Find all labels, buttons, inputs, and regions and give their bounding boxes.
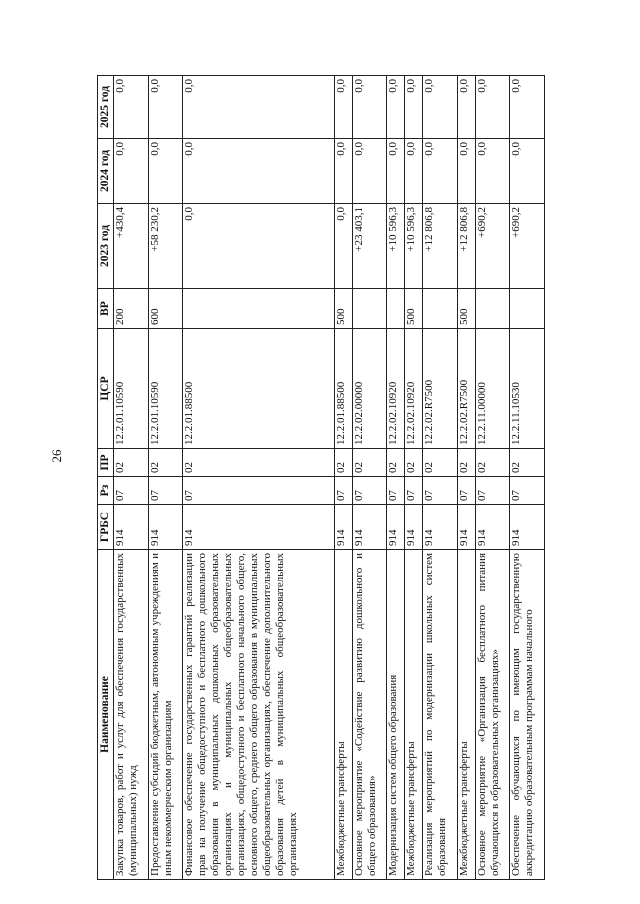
row-pr: 02: [387, 449, 405, 477]
row-vr: [352, 289, 387, 329]
row-pr: 02: [475, 449, 510, 477]
row-pr: 02: [405, 449, 423, 477]
row-grbs: 914: [334, 505, 352, 550]
row-grbs: 914: [475, 505, 510, 550]
row-2023: +430,4: [114, 204, 149, 289]
row-pr: 02: [457, 449, 475, 477]
row-rz: 07: [183, 477, 334, 505]
row-csr: 12.2.01.88500: [334, 329, 352, 449]
row-name: Межбюджетные трансферты: [334, 550, 352, 880]
row-name: Обеспечение обучающихся по имеющим государственную аккредитацию образовательным программам начального: [510, 550, 545, 880]
row-pr: 02: [423, 449, 458, 477]
row-grbs: 914: [405, 505, 423, 550]
row-2024: 0,0: [334, 139, 352, 204]
row-2025: 0,0: [405, 76, 423, 139]
row-csr: 12.2.11.00000: [475, 329, 510, 449]
row-2023: +23 403,1: [352, 204, 387, 289]
row-vr: 500: [334, 289, 352, 329]
header-grbs: ГРБС: [98, 505, 114, 550]
row-rz: 07: [114, 477, 149, 505]
table-header-row: [98, 76, 114, 880]
row-rz: 07: [352, 477, 387, 505]
row-rz: 07: [387, 477, 405, 505]
row-vr: [387, 289, 405, 329]
row-grbs: 914: [183, 505, 334, 550]
row-name: Финансовое обеспечение государственных гарантий реализации прав на получение общедоступного и бесплатного дошкольного образования в муниципальных дошкольных образовательных организациях и муниципальных общеобразовательных организациях, общедоступного и бесплатного начального общего, основного общего, среднего общего образования в муниципальных общеобразовательных организациях, обеспечение дополнительного образования детей в муниципальных общеобразовательных организациях: [183, 550, 334, 880]
row-pr: 02: [183, 449, 334, 477]
table-row: [387, 76, 405, 880]
row-2024: 0,0: [352, 139, 387, 204]
row-csr: 12.2.02.R7500: [457, 329, 475, 449]
row-2025: 0,0: [183, 76, 334, 139]
row-rz: 07: [334, 477, 352, 505]
row-grbs: 914: [148, 505, 183, 550]
row-name: Реализация мероприятий по модернизации школьных систем образования: [423, 550, 458, 880]
table-row: [114, 76, 149, 880]
row-2023: +690,2: [475, 204, 510, 289]
row-grbs: 914: [352, 505, 387, 550]
row-pr: 02: [352, 449, 387, 477]
header-2024: 2024 год: [98, 139, 114, 204]
row-2025: 0,0: [114, 76, 149, 139]
row-pr: 02: [510, 449, 545, 477]
row-2024: 0,0: [114, 139, 149, 204]
row-2023: +690,2: [510, 204, 545, 289]
budget-table: [97, 75, 545, 880]
header-name: Наименование: [98, 550, 114, 880]
row-name: Предоставление субсидий бюджетным, автономным учреждениям и иным некоммерческим организациям: [148, 550, 183, 880]
row-vr: [183, 289, 334, 329]
row-vr: [423, 289, 458, 329]
row-2025: 0,0: [334, 76, 352, 139]
table-row: [405, 76, 423, 880]
table-row: [457, 76, 475, 880]
row-grbs: 914: [423, 505, 458, 550]
row-2025: 0,0: [475, 76, 510, 139]
row-2023: 0,0: [183, 204, 334, 289]
row-rz: 07: [475, 477, 510, 505]
row-2025: 0,0: [148, 76, 183, 139]
row-2024: 0,0: [148, 139, 183, 204]
row-2025: 0,0: [387, 76, 405, 139]
budget-table-container: [97, 76, 545, 880]
row-2024: 0,0: [423, 139, 458, 204]
row-vr: [475, 289, 510, 329]
row-2024: 0,0: [405, 139, 423, 204]
row-2023: 0,0: [334, 204, 352, 289]
row-2024: 0,0: [183, 139, 334, 204]
row-csr: 12.2.02.00000: [352, 329, 387, 449]
row-pr: 02: [114, 449, 149, 477]
row-rz: 07: [457, 477, 475, 505]
row-vr: 200: [114, 289, 149, 329]
row-csr: 12.2.11.10530: [510, 329, 545, 449]
row-2024: 0,0: [387, 139, 405, 204]
row-vr: 600: [148, 289, 183, 329]
row-vr: 500: [457, 289, 475, 329]
row-2025: 0,0: [352, 76, 387, 139]
row-rz: 07: [148, 477, 183, 505]
header-rz: Рз: [98, 477, 114, 505]
table-body: [114, 76, 545, 880]
table-row: [475, 76, 510, 880]
table-row: [334, 76, 352, 880]
row-name: Закупка товаров, работ и услуг для обеспечения государственных (муниципальных) нужд: [114, 550, 149, 880]
row-2023: +12 806,8: [423, 204, 458, 289]
table-row: [183, 76, 334, 880]
table-row: [510, 76, 545, 880]
row-name: Основное мероприятие «Содействие развитию дошкольного и общего образования»: [352, 550, 387, 880]
header-2025: 2025 год: [98, 76, 114, 139]
row-rz: 07: [405, 477, 423, 505]
row-2023: +10 596,3: [387, 204, 405, 289]
page-number: 26: [49, 449, 64, 463]
row-grbs: 914: [457, 505, 475, 550]
row-2025: 0,0: [510, 76, 545, 139]
row-csr: 12.2.01.88500: [183, 329, 334, 449]
row-2025: 0,0: [423, 76, 458, 139]
row-name: Модернизация систем общего образования: [387, 550, 405, 880]
row-2025: 0,0: [457, 76, 475, 139]
row-grbs: 914: [510, 505, 545, 550]
row-pr: 02: [334, 449, 352, 477]
row-vr: [510, 289, 545, 329]
header-csr: ЦСР: [98, 329, 114, 449]
row-rz: 07: [510, 477, 545, 505]
row-name: Межбюджетные трансферты: [457, 550, 475, 880]
row-grbs: 914: [114, 505, 149, 550]
row-csr: 12.2.02.10920: [387, 329, 405, 449]
row-2023: +58 230,2: [148, 204, 183, 289]
row-grbs: 914: [387, 505, 405, 550]
row-csr: 12.2.01.10590: [148, 329, 183, 449]
row-2023: +12 806,8: [457, 204, 475, 289]
table-row: [423, 76, 458, 880]
row-2024: 0,0: [475, 139, 510, 204]
header-vr: ВР: [98, 289, 114, 329]
row-name: Основное мероприятие «Организация бесплатного питания обучающихся в образовательных организациях»: [475, 550, 510, 880]
row-2024: 0,0: [510, 139, 545, 204]
row-2023: +10 596,3: [405, 204, 423, 289]
row-name: Межбюджетные трансферты: [405, 550, 423, 880]
row-pr: 02: [148, 449, 183, 477]
row-csr: 12.2.02.10920: [405, 329, 423, 449]
row-csr: 12.2.02.R7500: [423, 329, 458, 449]
table-row: [352, 76, 387, 880]
row-rz: 07: [423, 477, 458, 505]
header-pr: ПР: [98, 449, 114, 477]
row-vr: 500: [405, 289, 423, 329]
header-2023: 2023 год: [98, 204, 114, 289]
row-csr: 12.2.01.10590: [114, 329, 149, 449]
table-row: [148, 76, 183, 880]
row-2024: 0,0: [457, 139, 475, 204]
